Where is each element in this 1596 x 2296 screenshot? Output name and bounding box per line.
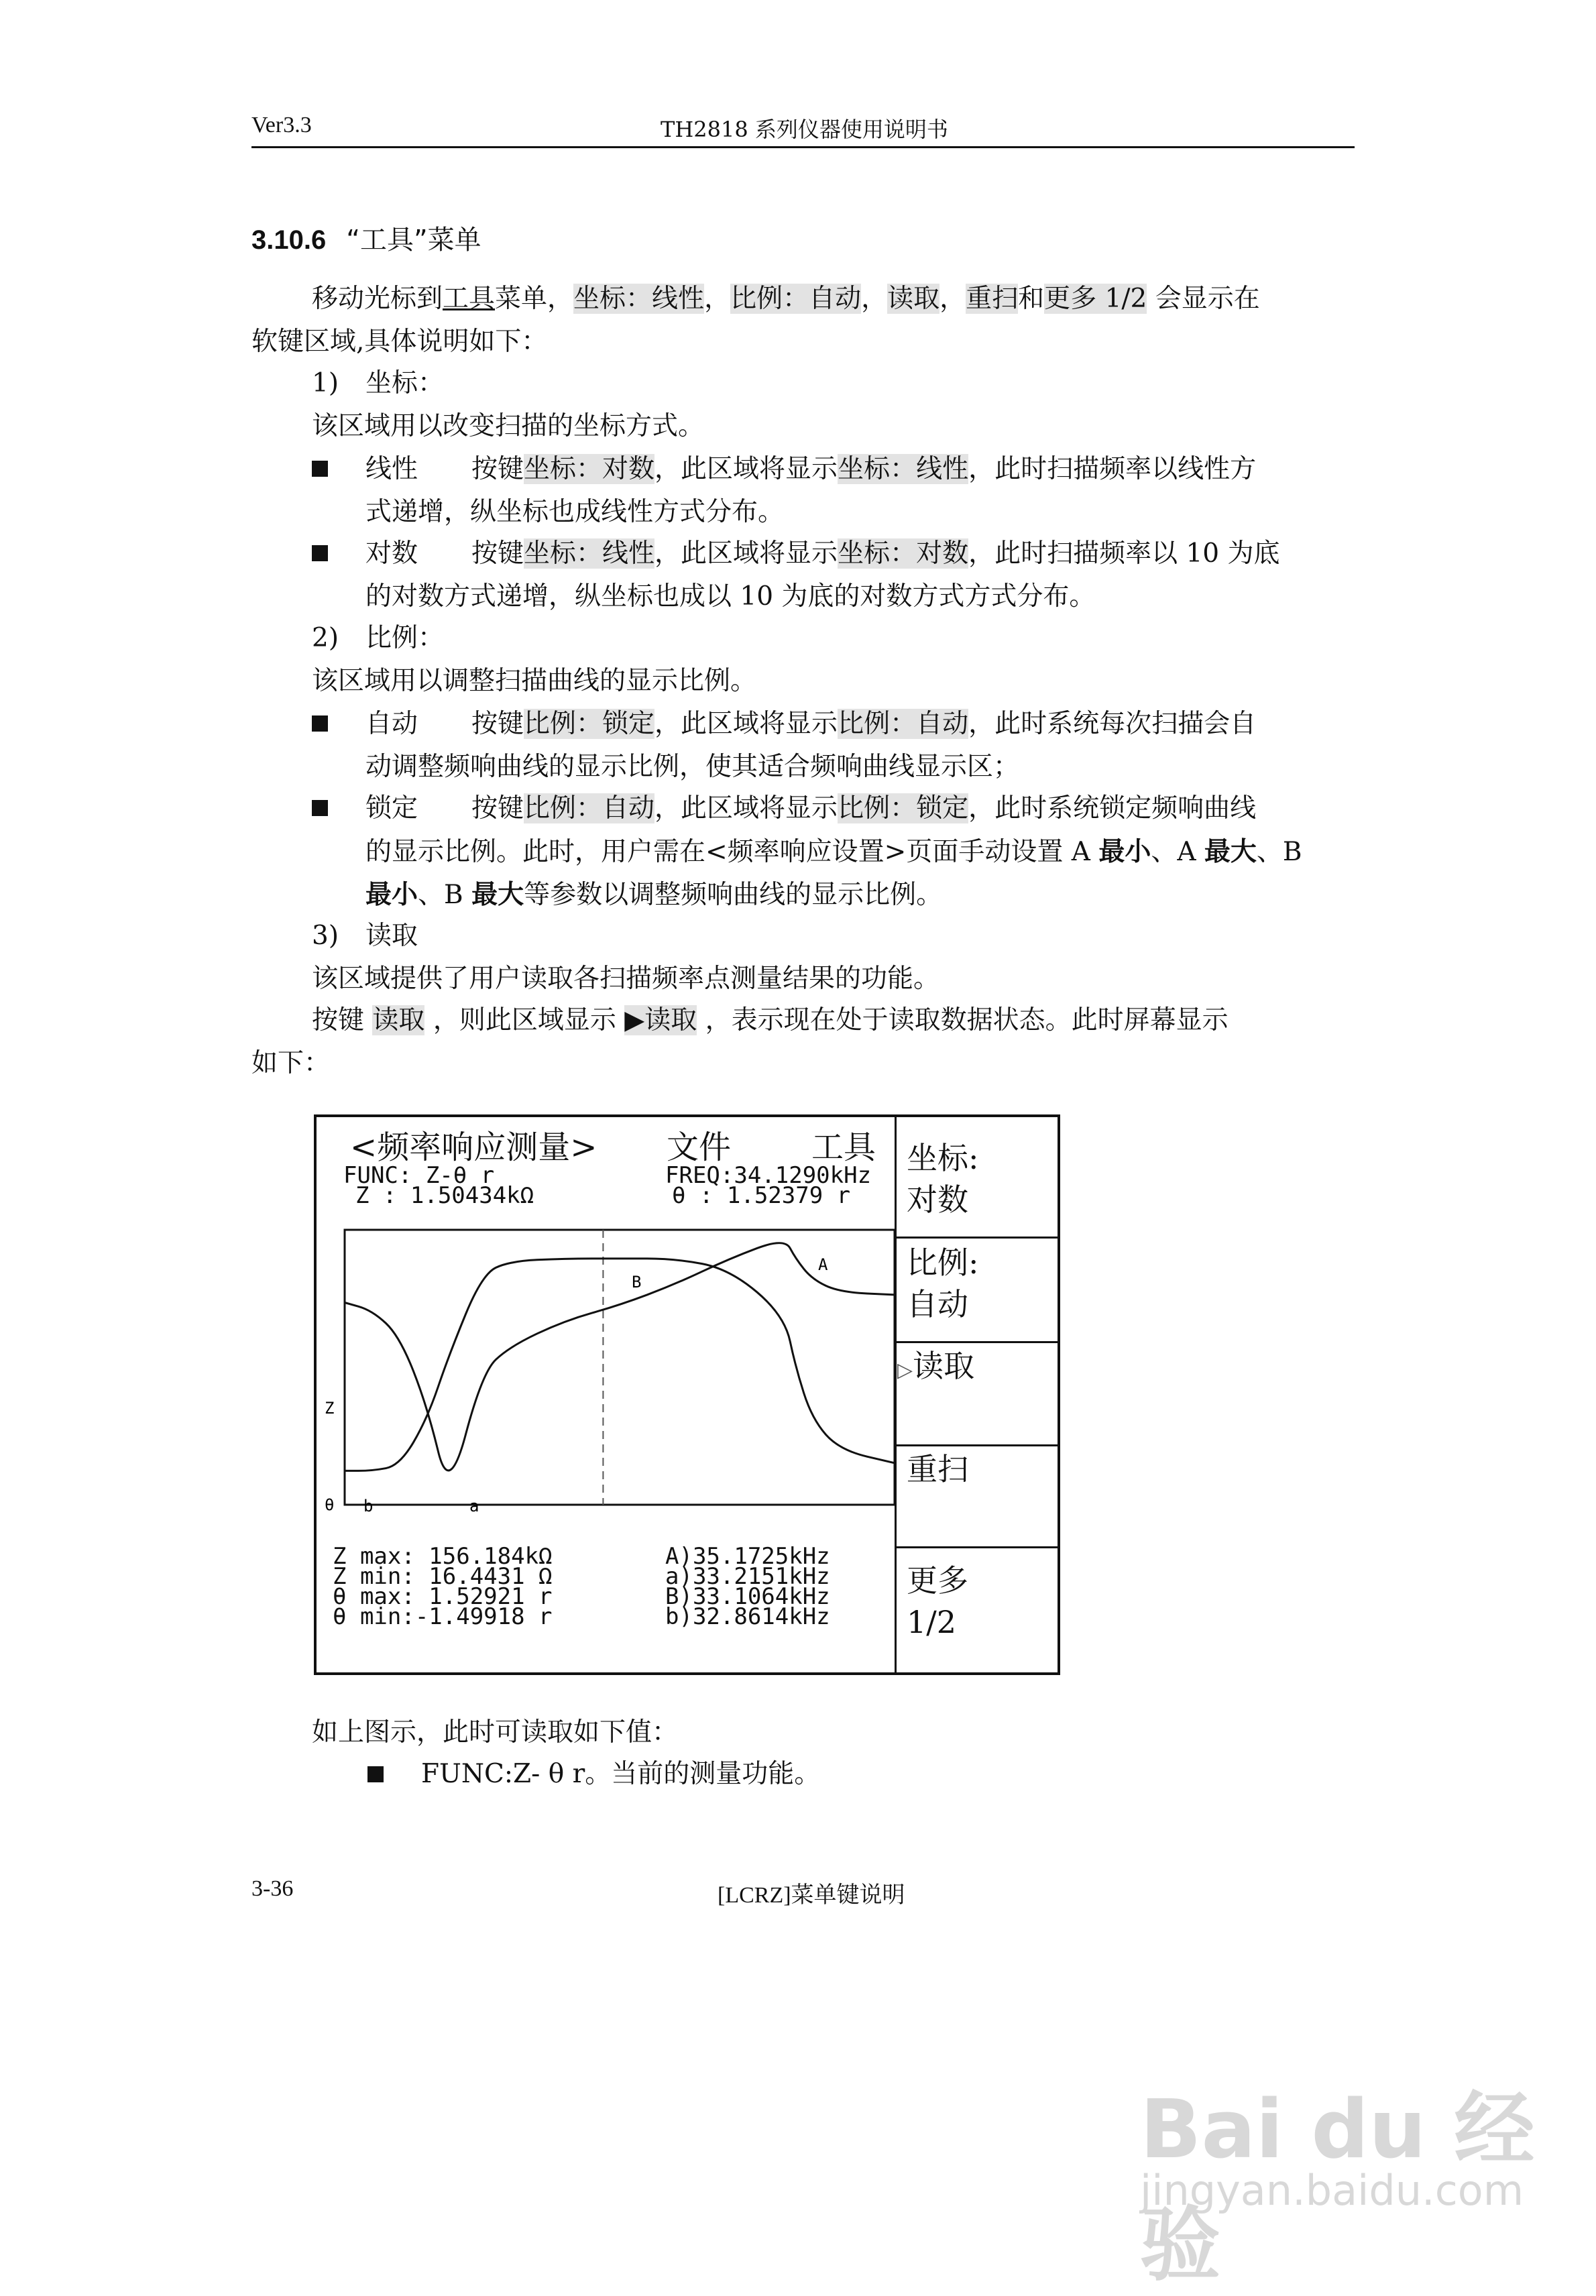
text: ，表示现在处于读取数据状态。此时屏幕显示 bbox=[697, 1005, 1229, 1035]
axis-z-label: Z bbox=[325, 1399, 335, 1418]
section-name: “工具”菜单 bbox=[346, 225, 481, 255]
read-para-cont: 如下： bbox=[251, 1048, 331, 1078]
text: 按键 bbox=[471, 793, 524, 823]
marker-A-freq: A)35.1725kHz bbox=[665, 1543, 830, 1570]
scale-bullet-2-cont2 bbox=[365, 873, 942, 917]
after-bullet: FUNC:Z- θ r。当前的测量功能。 bbox=[421, 1759, 821, 1789]
coord-bullet-1-cont: 式递增，纵坐标也成线性方式分布。 bbox=[365, 497, 785, 527]
axis-theta-label: θ bbox=[325, 1495, 335, 1514]
marker-b-label: b bbox=[363, 1497, 374, 1515]
text: 等参数以调整频响曲线的显示比例。 bbox=[524, 880, 943, 910]
softkey-ref: 坐标：线性 bbox=[524, 538, 655, 569]
text: 按键 bbox=[471, 709, 524, 739]
read-heading bbox=[312, 915, 418, 958]
softkey-ref: 比例：锁定 bbox=[524, 709, 655, 739]
marker-b-freq: b)32.8614kHz bbox=[665, 1603, 830, 1630]
stat-z-min: Z min: 16.4431 Ω bbox=[333, 1563, 553, 1590]
bullet-square-icon bbox=[312, 461, 328, 477]
text: ，此时扫描频率以 10 为底 bbox=[968, 538, 1280, 569]
text: ，则此区域显示 bbox=[424, 1005, 625, 1035]
scale-bullet-1 bbox=[365, 703, 1256, 746]
marker-B-label: B bbox=[632, 1273, 642, 1292]
footer-page-number: 3-36 bbox=[251, 1876, 294, 1901]
softkey-label: 对数 bbox=[907, 1182, 968, 1218]
param-ref: 最大 bbox=[471, 879, 524, 910]
softkey-ref: ▶读取 bbox=[624, 1005, 697, 1035]
coord-bullet-2 bbox=[365, 532, 1280, 575]
text: 菜单， bbox=[495, 284, 574, 314]
text: ，此区域将显示 bbox=[654, 538, 838, 569]
screen-func: FUNC: Z-θ r bbox=[343, 1162, 495, 1189]
triangle-right-icon: ▷ bbox=[897, 1359, 913, 1382]
param-ref: 最大 bbox=[1204, 836, 1257, 867]
text: 、B bbox=[418, 880, 472, 910]
text: ， bbox=[704, 284, 731, 314]
text: 的显示比例。此时，用户需在<频率响应设置>页面手动设置 A bbox=[365, 837, 1099, 867]
softkey-ref: 坐标：对数 bbox=[524, 454, 655, 484]
softkey-ref: 坐标：对数 bbox=[838, 538, 969, 569]
softkey-ref: 重扫 bbox=[966, 284, 1019, 314]
heading-number: 1) bbox=[312, 368, 339, 398]
text: ，此时扫描频率以线性方 bbox=[968, 454, 1257, 484]
screen-freq: FREQ:34.1290kHz bbox=[665, 1162, 872, 1189]
bullet-square-icon bbox=[312, 715, 328, 732]
text: ，此区域将显示 bbox=[654, 454, 838, 484]
text: ，此时系统锁定频响曲线 bbox=[968, 793, 1257, 823]
tool-menu-ref: 工具 bbox=[443, 284, 496, 314]
intro-line-1 bbox=[312, 278, 1260, 321]
softkey-scale[interactable] bbox=[907, 1242, 979, 1325]
softkey-separator bbox=[897, 1546, 1058, 1548]
screen-menu-tool[interactable]: 工具 bbox=[811, 1129, 876, 1166]
baidu-watermark-logo: Bai du 经验 bbox=[1140, 2083, 1535, 2292]
softkey-ref: 更多 1/2 bbox=[1044, 284, 1147, 314]
softkey-more[interactable] bbox=[907, 1560, 968, 1643]
marker-list bbox=[665, 1543, 830, 1630]
heading-number: 3) bbox=[312, 921, 339, 951]
read-desc: 该区域提供了用户读取各扫描频率点测量结果的功能。 bbox=[312, 964, 940, 994]
softkey-label: 比例: bbox=[907, 1245, 979, 1281]
header-doc-title: TH2818 系列仪器使用说明书 bbox=[661, 117, 948, 142]
softkey-ref: 比例：自动 bbox=[730, 284, 862, 314]
softkey-label: 自动 bbox=[907, 1286, 968, 1322]
text: ，此时系统每次扫描会自 bbox=[968, 709, 1257, 739]
screen-z-value: Z : 1.50434kΩ bbox=[355, 1182, 534, 1209]
heading-number: 2) bbox=[312, 623, 339, 653]
softkey-ref: 比例：自动 bbox=[524, 793, 655, 823]
instrument-screen bbox=[314, 1114, 1060, 1675]
text: 按键 bbox=[471, 454, 524, 484]
stat-theta-max: θ max: 1.52921 r bbox=[333, 1583, 553, 1610]
param-ref: 最小 bbox=[1098, 836, 1151, 867]
softkey-ref: 读取 bbox=[887, 284, 940, 314]
coord-bullet-2-cont: 的对数方式递增，纵坐标也成以 10 为底的对数方式方式分布。 bbox=[365, 581, 1096, 612]
baidu-watermark-url: jingyan.baidu.com bbox=[1140, 2166, 1524, 2215]
softkey-ref: 比例：锁定 bbox=[838, 793, 969, 823]
scale-bullet-1-cont: 动调整频响曲线的显示比例，使其适合频响曲线显示区； bbox=[365, 752, 1020, 782]
softkey-coord[interactable] bbox=[907, 1137, 979, 1220]
softkey-ref: 读取 bbox=[372, 1005, 425, 1035]
z-curve bbox=[345, 1243, 895, 1471]
softkey-separator bbox=[897, 1444, 1058, 1446]
header-version: Ver3.3 bbox=[251, 113, 312, 137]
marker-A-label: A bbox=[818, 1255, 828, 1274]
bullet-name: 自动 bbox=[365, 709, 418, 739]
read-para bbox=[312, 999, 1229, 1042]
plot-frame bbox=[345, 1230, 895, 1505]
softkey-ref: 比例：自动 bbox=[838, 709, 969, 739]
bullet-square-icon bbox=[312, 545, 328, 561]
marker-a-label: a bbox=[469, 1497, 479, 1515]
softkey-separator bbox=[897, 1237, 1058, 1239]
stat-theta-min: θ min:-1.49918 r bbox=[333, 1603, 553, 1630]
intro-line-2: 软键区域,具体说明如下： bbox=[251, 327, 548, 357]
bullet-square-icon bbox=[367, 1766, 384, 1782]
after-para: 如上图示，此时可读取如下值： bbox=[312, 1717, 679, 1747]
section-title bbox=[251, 219, 481, 257]
text: 按键 bbox=[471, 538, 524, 569]
scale-bullet-2-cont bbox=[365, 830, 1302, 874]
text: 、A bbox=[1151, 837, 1204, 867]
softkey-label: 更多 bbox=[907, 1562, 968, 1599]
softkey-ref: 坐标：线性 bbox=[838, 454, 969, 484]
softkey-label: 坐标: bbox=[907, 1140, 979, 1176]
softkey-divider bbox=[895, 1117, 897, 1672]
scale-heading bbox=[312, 617, 444, 660]
coord-bullet-1 bbox=[365, 448, 1256, 491]
text: ， bbox=[939, 284, 966, 314]
stats-list bbox=[333, 1543, 553, 1630]
text: ，此区域将显示 bbox=[654, 793, 838, 823]
param-ref: 最小 bbox=[365, 879, 418, 910]
header-rule bbox=[251, 146, 1355, 148]
text: 和 bbox=[1018, 284, 1045, 314]
coord-heading bbox=[312, 362, 444, 405]
bullet-name: 锁定 bbox=[365, 793, 418, 823]
heading-text: 坐标： bbox=[365, 368, 445, 398]
section-number: 3.10.6 bbox=[251, 225, 327, 255]
heading-text: 读取 bbox=[365, 921, 418, 951]
marker-a-freq: a)33.2151kHz bbox=[665, 1563, 830, 1590]
scale-desc: 该区域用以调整扫描曲线的显示比例。 bbox=[312, 666, 757, 696]
heading-text: 比例： bbox=[365, 623, 445, 653]
softkey-label: 读取 bbox=[913, 1348, 975, 1384]
screen-page-title: <频率响应测量> bbox=[350, 1129, 597, 1166]
coord-desc: 该区域用以改变扫描的坐标方式。 bbox=[312, 411, 705, 441]
softkey-separator bbox=[897, 1341, 1058, 1343]
screen-theta-value: θ : 1.52379 r bbox=[672, 1182, 851, 1209]
text: ， bbox=[861, 284, 888, 314]
marker-B-freq: B)33.1064kHz bbox=[665, 1583, 830, 1610]
softkey-ref: 坐标：线性 bbox=[573, 284, 705, 314]
text: 移动光标到 bbox=[312, 284, 443, 314]
footer-chapter: [LCRZ]菜单键说明 bbox=[718, 1883, 905, 1908]
screen-menu-file[interactable]: 文件 bbox=[667, 1129, 732, 1166]
scale-bullet-2 bbox=[365, 787, 1256, 830]
bullet-name: 线性 bbox=[365, 454, 418, 484]
softkey-label: 1/2 bbox=[907, 1604, 957, 1640]
softkey-rescan[interactable]: 重扫 bbox=[907, 1451, 968, 1487]
text: ，此区域将显示 bbox=[654, 709, 838, 739]
text: 按键 bbox=[312, 1005, 373, 1035]
bullet-name: 对数 bbox=[365, 538, 418, 569]
stat-z-max: Z max: 156.184kΩ bbox=[333, 1543, 553, 1570]
theta-curve bbox=[345, 1259, 895, 1471]
text: 、B bbox=[1256, 837, 1302, 867]
softkey-read[interactable] bbox=[897, 1345, 974, 1391]
text: 会显示在 bbox=[1147, 284, 1260, 314]
bullet-square-icon bbox=[312, 800, 328, 816]
